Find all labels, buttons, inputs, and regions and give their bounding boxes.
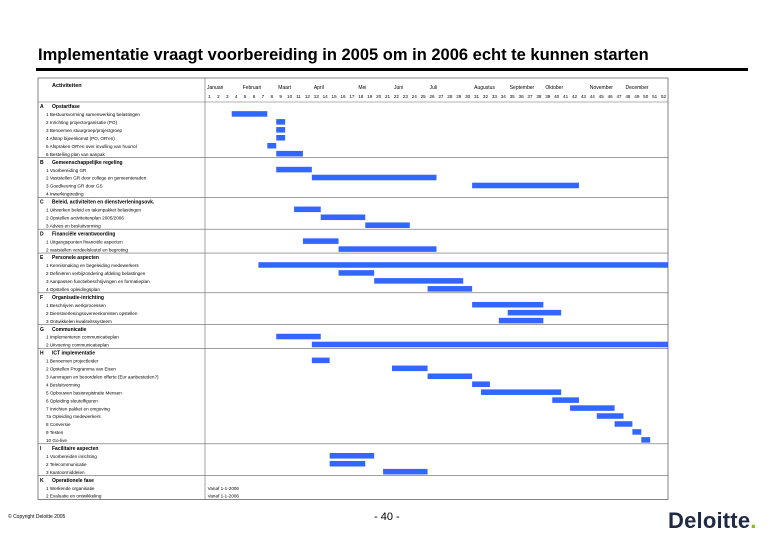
task-label: 1 Uitwerken beleid en takenpakket belastingen [46, 207, 141, 213]
week-number: 32 [482, 94, 489, 99]
section-label: Financiële verantwoording [52, 231, 116, 238]
logo-dot: . [750, 508, 757, 533]
week-number: 28 [447, 94, 453, 99]
week-number: 29 [456, 94, 462, 99]
section-label: Opstartfase [52, 104, 80, 111]
week-number: 7 [261, 94, 265, 99]
task-label: 2 Uitvoering communicatieplan [46, 342, 109, 348]
task-label: 7 Inrichten pakket en omgeving [46, 406, 110, 412]
week-number: 47 [616, 94, 622, 99]
week-number: 22 [393, 94, 399, 99]
task-bar [312, 358, 330, 364]
task-bar [428, 286, 473, 292]
task-label: 2 Evaluatie en ontwikkeling [46, 493, 102, 499]
task-bar [276, 334, 321, 340]
month-label: December [625, 85, 649, 91]
week-number: 6 [252, 94, 256, 99]
task-label: 1 Werkende organisatie [46, 485, 95, 491]
deloitte-logo [668, 508, 757, 534]
task-bar [374, 278, 463, 284]
month-label: Maart [278, 85, 292, 91]
week-number: 20 [376, 94, 382, 99]
task-bar [472, 381, 490, 387]
task-bar [641, 437, 650, 443]
section-code: E [40, 255, 44, 262]
task-label: 1 Uitgangspunten financiële aspecten [46, 239, 123, 245]
task-bar [294, 207, 321, 213]
task-label: 4 Afstop bijeenkomst (PO, OR'en) [46, 135, 115, 141]
section-label: Beleid, activiteiten en dienstverleningsovk. [52, 199, 155, 206]
section-code: B [40, 159, 44, 166]
task-bar [552, 397, 579, 403]
activities-header: Activiteiten [52, 83, 82, 89]
section-label: Communicatie [52, 326, 87, 333]
task-label: 7a Opleiding medewerkers [46, 414, 101, 420]
week-number: 48 [625, 94, 631, 99]
section-code: A [40, 104, 44, 111]
week-number: 23 [402, 94, 408, 99]
task-bar [481, 389, 561, 395]
section-code: K [40, 477, 44, 484]
chart-frame [38, 78, 668, 500]
task-label: 2 Definiëren verbijzondering afdeling belastingen [46, 271, 146, 277]
task-note: Vanaf 1-1-2006 [207, 493, 239, 499]
task-label: 3 Aanpassen functiebeschrijvingen en formatieplan [46, 279, 150, 285]
task-bar [615, 421, 633, 427]
task-bar [330, 461, 366, 467]
task-label: 1 Implementeren communicatieplan [46, 334, 119, 340]
week-number: 27 [438, 94, 444, 99]
task-label: 4 Besluitvorming [46, 382, 80, 388]
task-bar [232, 111, 268, 117]
section-code: C [40, 199, 44, 206]
logo-text: Deloitte [668, 508, 751, 533]
week-number: 1 [208, 94, 211, 99]
task-bar [392, 366, 428, 372]
task-label: 1 Voorbereiding GR [46, 167, 87, 173]
task-label: 6 Bestelling plan van aanpak [46, 151, 105, 157]
week-number: 43 [580, 94, 586, 99]
week-number: 39 [545, 94, 551, 99]
task-bar [597, 413, 624, 419]
task-bar [276, 167, 312, 173]
task-bar [472, 183, 579, 189]
task-label: 2 Telecommunicatie [46, 461, 87, 467]
week-number: 17 [349, 94, 355, 99]
task-bar [330, 453, 375, 459]
task-bar [570, 405, 615, 411]
section-label: Gemeenschappelijke regeling [52, 159, 123, 166]
section-code: G [40, 326, 44, 333]
week-number: 42 [571, 94, 578, 99]
task-bar [312, 175, 437, 181]
task-bar [339, 270, 375, 276]
week-number: 30 [465, 94, 471, 99]
section-label: Facilitaire aspecten [52, 446, 99, 452]
task-bar [499, 318, 544, 324]
task-label: 3 Advies en besluitvorming [46, 223, 101, 229]
week-number: 16 [340, 94, 346, 99]
task-bar [312, 342, 668, 348]
month-label: November [589, 85, 613, 91]
week-number: 44 [589, 94, 595, 99]
task-bar [428, 374, 473, 380]
week-number: 21 [384, 94, 391, 99]
month-label: Juli [429, 85, 438, 91]
task-label: 3 Aanvragen en beoordelen offerte (Eur aanbesteden?) [46, 374, 159, 380]
task-bar [267, 143, 276, 149]
section-label: Operationele fase [52, 477, 94, 484]
task-label: 3 Goedkeuring GR door GS [46, 183, 103, 189]
task-label: 3 Benoemen stuurgroep/projectgroep [46, 128, 123, 133]
week-number: 46 [607, 94, 613, 99]
task-label: 3 Ontwikkelen kwaliteitssysteem [46, 318, 112, 324]
section-code: H [40, 350, 44, 357]
month-label: September [509, 85, 535, 91]
week-number: 18 [358, 94, 364, 99]
week-number: 13 [313, 94, 319, 99]
week-number: 51 [652, 94, 658, 99]
week-number: 34 [500, 94, 506, 99]
week-number: 49 [634, 94, 640, 99]
week-number: 26 [429, 94, 435, 99]
task-label: 4 Opstellen opleidingsplan [46, 287, 100, 292]
week-number: 24 [411, 94, 417, 99]
section-label: Personele aspecten [52, 255, 99, 262]
week-number: 4 [234, 94, 238, 99]
task-bar [321, 215, 366, 221]
section-code: F [40, 294, 44, 301]
task-label: 9 Testen [46, 430, 64, 436]
month-label: Mei [358, 85, 367, 91]
week-number: 15 [331, 94, 337, 99]
month-label: Oktober [545, 85, 564, 91]
week-number: 12 [304, 94, 310, 99]
task-bar [472, 302, 543, 308]
week-number: 11 [296, 94, 301, 99]
task-label: 8 Conversie [46, 422, 71, 428]
section-label: ICT implementatie [52, 350, 96, 357]
week-number: 14 [322, 94, 328, 99]
task-label: 2 Inrichting projectorganisatie (PO) [46, 120, 117, 126]
month-label: Januari [207, 85, 224, 91]
week-number: 19 [367, 94, 373, 99]
task-label: 2 Opstellen activiteitenplan 2005/2006 [46, 215, 124, 221]
task-label: 6 Opleiding sleutelfiguren [46, 398, 98, 404]
week-number: 8 [270, 94, 274, 99]
week-number: 37 [527, 94, 533, 99]
task-label: 2 Opstellen Programma van Eisen [46, 366, 116, 372]
task-label: 4 Inwerkingtreding [46, 191, 84, 197]
week-number: 36 [518, 94, 524, 99]
week-number: 38 [536, 94, 542, 99]
task-bar [339, 246, 437, 252]
week-number: 25 [420, 94, 426, 99]
section-code: D [40, 231, 44, 238]
week-number: 45 [598, 94, 604, 99]
task-bar [276, 119, 285, 125]
week-number: 5 [243, 94, 247, 99]
task-bar [383, 469, 428, 475]
task-label: 1 Voorbereiden inrichting [46, 453, 97, 459]
task-bar [303, 238, 339, 244]
week-number: 33 [491, 94, 497, 99]
section-label: Organisatie-inrichting [52, 294, 104, 301]
task-bar [276, 127, 285, 133]
task-label: 1 Kennismaking en begeleiding medewerkers [46, 263, 139, 269]
task-label: 2 vaststellen verdeelsleutel en begroting [46, 247, 128, 253]
week-number: 10 [287, 94, 293, 99]
week-number: 3 [225, 94, 229, 99]
task-bar [632, 429, 641, 435]
task-label: 1 Benoemen projectleider [46, 358, 99, 364]
task-label: 10 Go-live [46, 438, 67, 444]
footer-copyright: © Copyright Deloitte 2005 [8, 514, 66, 520]
task-label: 1 Beschrijven werkprocessen [46, 302, 106, 308]
task-note: Vanaf 1-1-2006 [207, 485, 239, 491]
page-number: - 40 - [374, 511, 400, 523]
week-number: 31 [474, 94, 480, 99]
task-label: 1 Bestuursvorming samenwerking belastingen [46, 112, 140, 118]
week-number: 35 [509, 94, 515, 99]
week-number: 50 [643, 94, 649, 99]
task-label: 3 Kantoormiddelen [46, 469, 85, 475]
week-number: 9 [279, 94, 282, 99]
task-bar [365, 222, 410, 228]
week-number: 40 [554, 94, 560, 99]
month-label: Februari [242, 85, 262, 91]
month-label: Juni [393, 85, 404, 91]
task-bar [258, 262, 668, 268]
section-code: I [40, 446, 42, 452]
task-bar [508, 310, 561, 316]
week-number: 52 [660, 94, 667, 99]
task-bar [276, 135, 285, 141]
task-label: 2 Vaststellen GR door college en gemeenteraden [46, 175, 147, 181]
month-label: Augustus [474, 85, 495, 91]
task-label: 2 Dienstverleningsovereenkomsten opstellen [46, 310, 138, 316]
task-label: 5 Opbouwen basisregistratie Mensen [46, 390, 122, 396]
page-title: Implementatie vraagt voorbereiding in 2005 om in 2006 echt te kunnen starten [38, 46, 649, 64]
week-number: 2 [217, 94, 220, 99]
task-bar [276, 151, 303, 157]
task-label: 5 Afspraken OR'en over invulling van huurrol [46, 143, 137, 149]
month-label: April [313, 85, 324, 91]
week-number: 41 [563, 94, 569, 99]
